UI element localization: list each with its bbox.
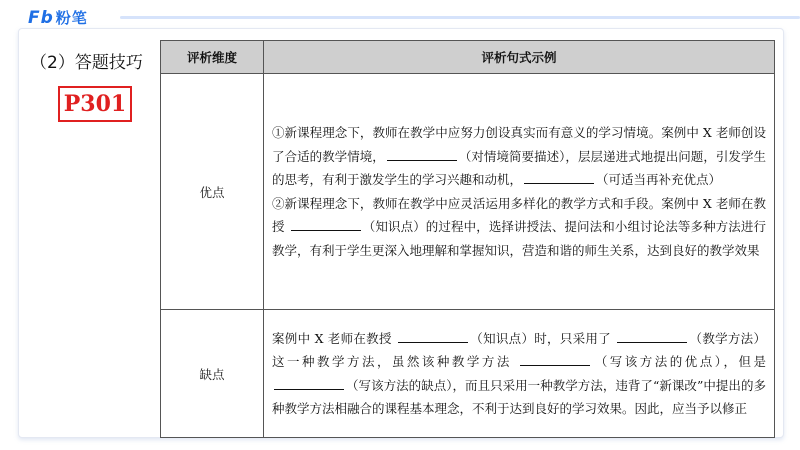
fill-blank — [274, 375, 344, 390]
text-segment: （知识点）的过程中，选择讲授法、提问法和小组讨论法等多种方法进行教学，有利于学生更深入地理解和掌握知识，营造和谐的师生关系，达到良好的教学效果 — [272, 219, 766, 258]
text-segment: （教学方法）这一种教学方法，虽然该种教学方法 — [272, 330, 766, 369]
advantages-paragraph-1 — [272, 121, 766, 192]
section-title: （2）答题技巧 — [30, 53, 143, 73]
fill-blank — [398, 328, 468, 343]
logo-mark: Fb — [28, 8, 54, 28]
text-segment: 案例中 X 老师在教授 — [272, 330, 396, 346]
page-reference-badge: P301 — [58, 86, 132, 122]
evaluation-table — [160, 40, 775, 438]
text-segment: （写该方法的优点），但是 — [592, 354, 766, 369]
header-example: 评析句式示例 — [264, 41, 775, 74]
brand-logo — [28, 7, 88, 28]
fill-blank — [520, 351, 590, 366]
text-segment: ①新课程理念下，教师在教学中应努力创设真实而有意义的学习情境。案例中 X 老师创设了合适的教学情境， — [272, 125, 766, 164]
fill-blank — [387, 146, 457, 161]
text-segment: （知识点）时，只采用了 — [470, 330, 616, 346]
advantages-content — [264, 74, 775, 310]
header-dimension: 评析维度 — [161, 41, 264, 74]
advantages-paragraph-2 — [272, 192, 766, 263]
fill-blank — [524, 169, 594, 184]
table-row-disadvantages — [161, 310, 775, 438]
fill-blank — [291, 216, 361, 231]
header-divider — [120, 16, 800, 19]
table-row-advantages — [161, 74, 775, 310]
text-segment: （可适当再补充优点） — [596, 172, 722, 187]
logo-text: 粉笔 — [55, 9, 88, 27]
fill-blank — [617, 328, 687, 343]
dimension-advantages: 优点 — [161, 74, 264, 310]
dimension-disadvantages: 缺点 — [161, 310, 264, 438]
text-segment: （写该方法的缺点），而且只采用一种教学方法，违背了“新课改”中提出的多种教学方法相融合的课程基本理念，不利于达到良好的学习效果。因此，应当予以修正 — [272, 377, 766, 416]
text-segment: ②新课程理念下，教师在教学中应灵活运用多样化的教学方式和手段。案例中 X 老师在教授 — [272, 195, 766, 234]
text-segment: （对情境简要描述），层层递进式地提出问题，引发学生的思考，有利于激发学生的学习兴趣和动机， — [272, 148, 766, 187]
table-header-row — [161, 41, 775, 74]
disadvantages-content — [264, 310, 775, 438]
